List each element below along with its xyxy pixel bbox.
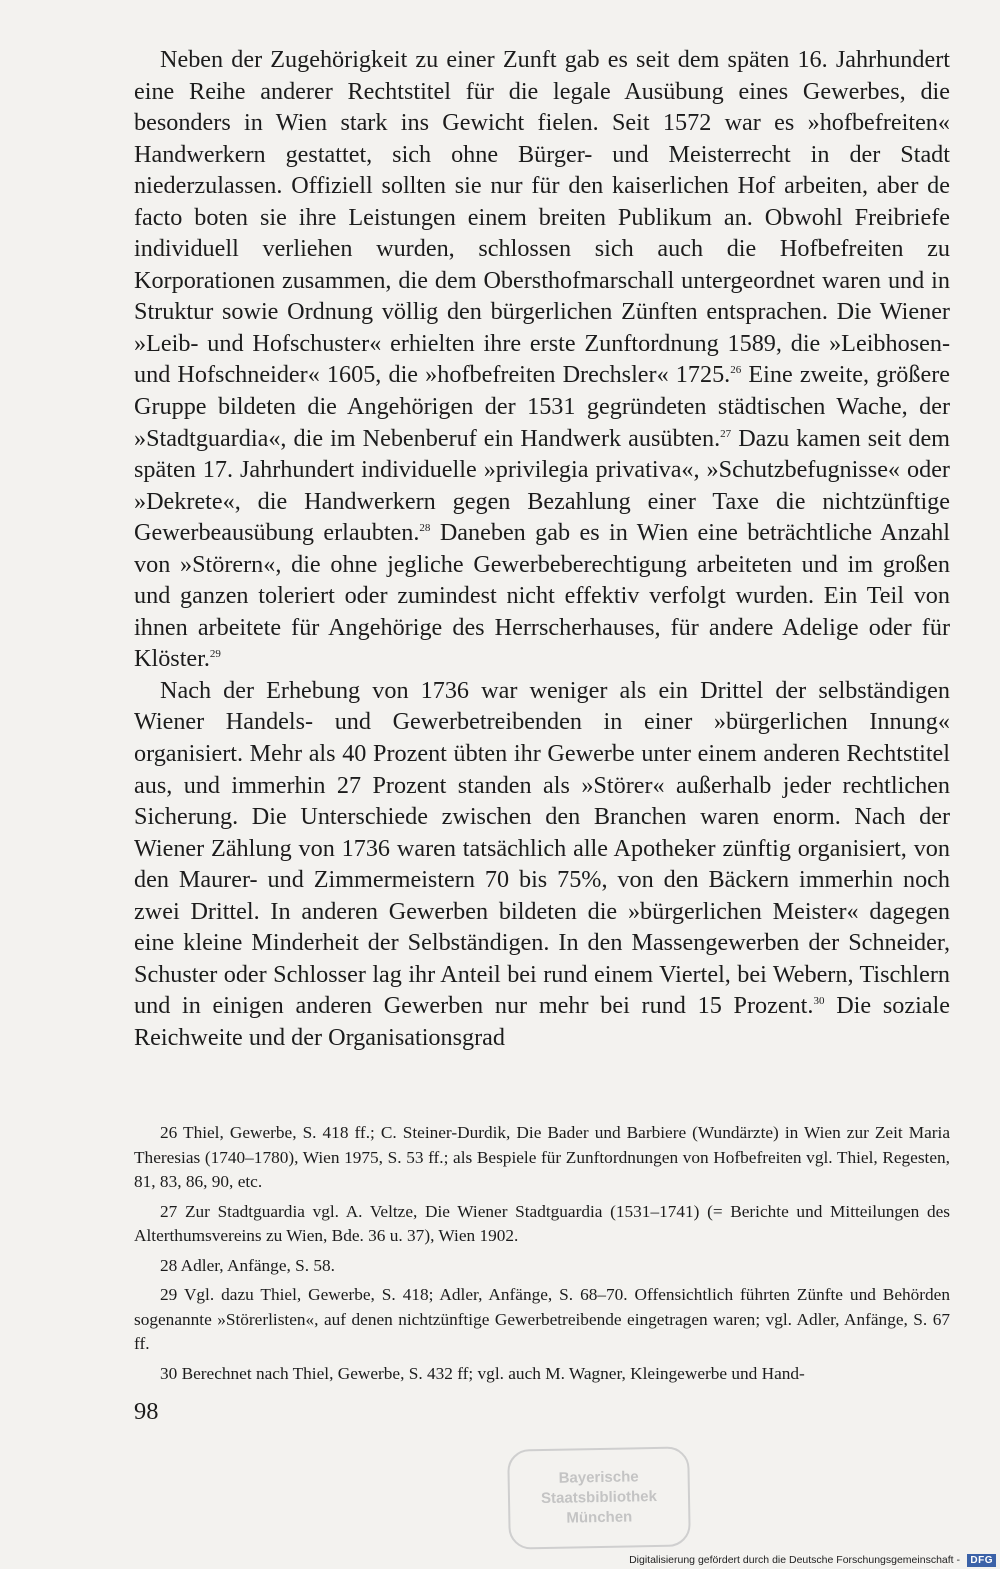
footnotes: [134, 1121, 950, 1391]
footnote: [134, 1362, 950, 1387]
main-text: [134, 44, 950, 1054]
footnote: [134, 1254, 950, 1279]
footnote-number: 27: [160, 1201, 178, 1221]
footnote-ref: 26: [730, 364, 742, 377]
paragraph-text: Neben der Zugehörigkeit zu einer Zunft gab es seit dem späten 16. Jahrhundert eine Reihe anderer Rechtstitel für die legale Ausübung eines Gewerbes, die besonders in Wien stark ins Gewicht fielen. Seit 1572 war es »hofbefreiten« Handwerkern gestattet, sich ohne Bürger- und Meisterrecht in der Stadt niederzulassen. Offiziell sollten sie nur für den kaiserlichen Hof arbeiten, aber de facto boten sie ihre Leistungen einem breiten Publikum an. Obwohl Freibriefe individuell verliehen wurden, schlossen sich auch die Hofbefreiten zu Korporationen zusammen, die dem Obersthofmarschall untergeordnet waren und in Struktur sowie Ordnung völlig den bürgerlichen Zünften entsprachen. Die Wiener »Leib- und Hofschuster« erhielten ihre erste Zunftordnung 1589, die »Leibhosen- und Hofschneider« 1605, die »hofbefreiten Drechsler« 1725.: [134, 46, 950, 389]
library-stamp: [507, 1446, 691, 1549]
footnote-ref: 28: [419, 522, 431, 535]
paragraph-text: Daneben gab es in Wien eine beträchtliche Anzahl von »Störern«, die ohne jegliche Gewerbeberechtigung arbeiteten und im großen und ganzen toleriert oder zumindest nicht effektiv verfolgt wurden. Ein Teil von ihnen arbeitete für Angehörige des Herrscherhauses, für andere Adelige oder für Klöster.: [134, 519, 951, 673]
footnote-text: Berechnet nach Thiel, Gewerbe, S. 432 ff; vgl. auch M. Wagner, Kleingewerbe und Hand-: [181, 1363, 805, 1383]
footnote-text: Adler, Anfänge, S. 58.: [180, 1255, 335, 1275]
paragraph: [134, 44, 950, 675]
footnote-number: 28: [160, 1255, 178, 1275]
footnote-number: 29: [160, 1285, 178, 1304]
paragraph-text: Eine zweite, größere Gruppe bildeten die Angehörigen der 1531 gegründeten städtischen Wache, der »Stadtguardia«, die im Nebenberuf ein Handwerk ausübten.: [134, 361, 950, 452]
paragraph-text: Dazu kamen seit dem späten 17. Jahrhundert individuelle »privilegia privativa«, »Schutzbefugnisse« oder »Dekrete«, die Handwerkern gegen Bezahlung einer Taxe die nichtzünftige Gewerbeausübung erlaubten.: [134, 424, 951, 547]
page-number: 98: [134, 1398, 159, 1425]
footnote: [134, 1200, 950, 1249]
paragraph-text: Nach der Erhebung von 1736 war weniger als ein Drittel der selbständigen Wiener Handels- und Gewerbetreibenden in einer »bürgerlichen Innung« organisiert. Mehr als 40 Prozent übten ihr Gewerbe unter einem anderen Rechtstitel aus, und immerhin 27 Prozent standen als »Störer« außerhalb jeder rechtlichen Sicherung. Die Unterschiede zwischen den Branchen waren enorm. Nach der Wiener Zählung von 1736 waren tatsächlich alle Apotheker zünftig organisiert, von den Maurer- und Zimmermeistern 70 bis 75%, von den Bäckern immerhin noch zwei Drittel. In anderen Gewerben bildeten die »bürgerlichen Meister« dagegen eine kleine Minderheit der Selbständigen. In den Massengewerben der Schneider, Schuster oder Schlosser lag ihr Anteil bei rund einem Viertel, bei Webern, Tischlern und in einigen anderen Gewerben nur mehr bei rund 15 Prozent.: [134, 676, 950, 1020]
footnote: [134, 1283, 950, 1357]
paragraph-text: Die soziale Reichweite und der Organisationsgrad: [134, 992, 950, 1051]
footnote-text: Thiel, Gewerbe, S. 418 ff.; C. Steiner-Durdik, Die Bader und Barbiere (Wundärzte) in Wien zur Zeit Maria Theresias (1740–1780), Wien 1975, S. 53 ff.; als Bespiele für Zunftordnungen von Hofbefreiten vgl. Thiel, Regesten, 81, 83, 86, 90, etc.: [134, 1123, 951, 1191]
dfg-logo: DFG: [967, 1554, 996, 1567]
footnote-ref: 30: [813, 995, 825, 1008]
footnote-text: Zur Stadtguardia vgl. A. Veltze, Die Wiener Stadtguardia (1531–1741) (= Berichte und Mitteilungen des Alterthumsvereins zu Wien, Bde. 36 u. 37), Wien 1902.: [134, 1201, 950, 1245]
stamp-line: München: [566, 1508, 633, 1527]
footnote-text: Vgl. dazu Thiel, Gewerbe, S. 418; Adler, Anfänge, S. 68–70. Offensichtlich führten Zünfte und Behörden sogenannte »Störerlisten«, auf denen nichtzünftige Gewerbetreibende eingetragen waren; vgl. Adler, Anfänge, S. 67 ff.: [134, 1285, 950, 1353]
footnote-number: 30: [160, 1363, 178, 1383]
digitization-note: Digitalisierung gefördert durch die Deutsche Forschungsgemeinschaft -: [629, 1554, 960, 1566]
stamp-line: Bayerische: [558, 1468, 639, 1487]
footnote: [134, 1121, 950, 1195]
footnote-ref: 29: [209, 648, 221, 661]
paragraph: [134, 675, 950, 1054]
footnote-ref: 27: [720, 427, 732, 440]
stamp-line: Staatsbibliothek: [540, 1487, 658, 1508]
footnote-number: 26: [160, 1123, 178, 1142]
